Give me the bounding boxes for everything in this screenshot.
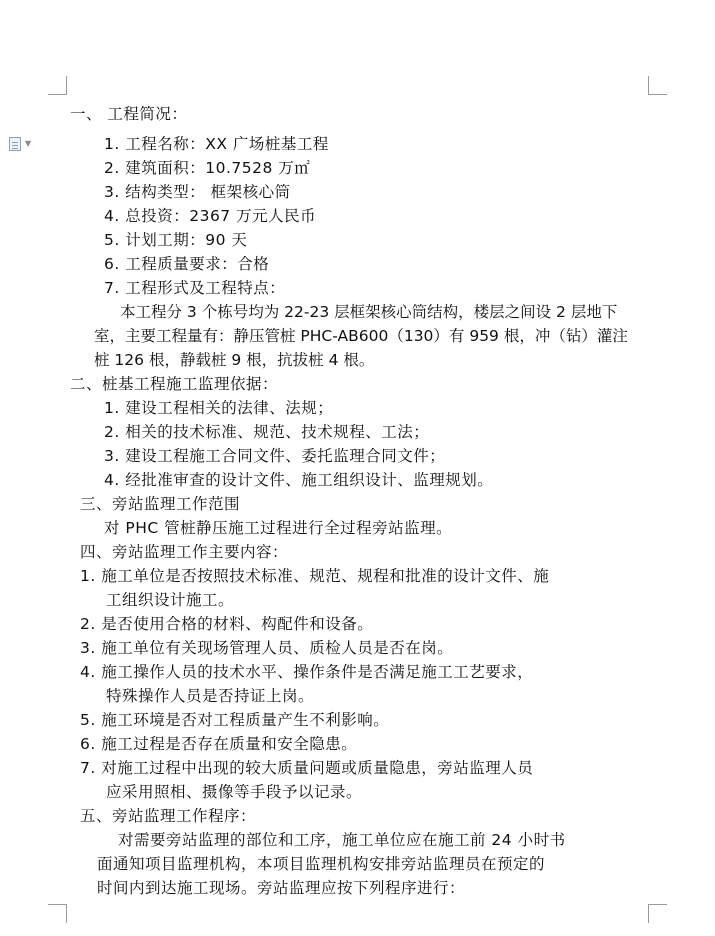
list-item-continuation: 应采用照相、摄像等手段予以记录。 bbox=[106, 783, 363, 801]
paragraph-line: 本工程分 3 个栋号均为 22-23 层框架核心筒结构，楼层之间设 2 层地下 bbox=[120, 303, 618, 321]
heading-5: 五、旁站监理工作程序： bbox=[80, 807, 257, 825]
heading-1: 一、 工程简况： bbox=[70, 105, 188, 123]
list-item: 7. 工程形式及工程特点： bbox=[104, 279, 286, 297]
margin-mark-top-right bbox=[648, 76, 667, 95]
list-item: 1. 工程名称：XX 广场桩基工程 bbox=[104, 135, 329, 153]
paragraph-line: 面通知项目监理机构，本项目监理机构安排旁站监理员在预定的 bbox=[97, 855, 546, 873]
list-item: 1. 施工单位是否按照技术标准、规范、规程和批准的设计文件、施 bbox=[80, 567, 550, 585]
list-item: 4. 施工操作人员的技术水平、操作条件是否满足施工工艺要求， bbox=[80, 663, 534, 681]
list-item: 3. 建设工程施工合同文件、委托监理合同文件； bbox=[104, 447, 446, 465]
list-item: 2. 是否使用合格的材料、构配件和设备。 bbox=[80, 615, 374, 633]
list-item: 6. 工程质量要求：合格 bbox=[104, 255, 270, 273]
heading-2: 二、桩基工程施工监理依据： bbox=[70, 375, 279, 393]
list-item-continuation: 工组织设计施工。 bbox=[106, 591, 235, 609]
document-icon[interactable] bbox=[9, 137, 21, 151]
list-item: 7. 对施工过程中出现的较大质量问题或质量隐患，旁站监理人员 bbox=[80, 759, 534, 777]
list-item: 1. 建设工程相关的法律、法规； bbox=[104, 399, 334, 417]
list-item: 3. 施工单位有关现场管理人员、质检人员是否在岗。 bbox=[80, 639, 454, 657]
list-item: 3. 结构类型： 框架核心筒 bbox=[104, 183, 291, 201]
paragraph-line: 时间内到达施工现场。旁站监理应按下列程序进行： bbox=[97, 879, 466, 897]
margin-mark-top-left bbox=[48, 76, 67, 95]
list-item: 5. 施工环境是否对工程质量产生不利影响。 bbox=[80, 711, 390, 729]
chevron-down-icon[interactable]: ▼ bbox=[25, 139, 32, 148]
paragraph-line: 对需要旁站监理的部位和工序，施工单位应在施工前 24 小时书 bbox=[118, 831, 566, 849]
list-item: 6. 施工过程是否存在质量和安全隐患。 bbox=[80, 735, 358, 753]
list-item-continuation: 特殊操作人员是否持证上岗。 bbox=[106, 687, 315, 705]
paragraph-line: 室，主要工程量有：静压管桩 PHC-AB600（130）有 959 根，冲（钻）灌注 bbox=[94, 327, 628, 345]
heading-4: 四、旁站监理工作主要内容： bbox=[80, 543, 289, 561]
paragraph-line: 对 PHC 管桩静压施工过程进行全过程旁站监理。 bbox=[104, 519, 453, 537]
list-item: 4. 总投资：2367 万元人民币 bbox=[104, 207, 317, 225]
margin-mark-bottom-right bbox=[648, 904, 667, 923]
list-item: 4. 经批准审查的设计文件、施工组织设计、监理规划。 bbox=[104, 471, 494, 489]
paragraph-line: 桩 126 根，静载桩 9 根，抗拔桩 4 根。 bbox=[94, 351, 375, 369]
list-item: 2. 建筑面积：10.7528 万㎡ bbox=[104, 159, 311, 177]
heading-3: 三、旁站监理工作范围 bbox=[80, 495, 241, 513]
list-item: 5. 计划工期：90 天 bbox=[104, 231, 248, 249]
list-item: 2. 相关的技术标准、规范、技术规程、工法； bbox=[104, 423, 430, 441]
margin-mark-bottom-left bbox=[48, 904, 67, 923]
